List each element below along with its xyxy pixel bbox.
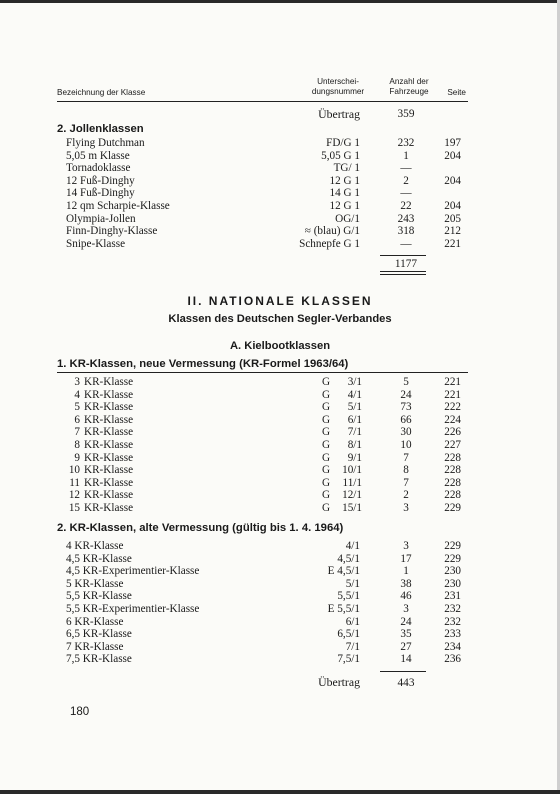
page-ref: 233 <box>444 628 461 641</box>
table-row <box>0 175 560 188</box>
table-row <box>0 213 560 226</box>
page-ref: 224 <box>444 413 461 426</box>
page-ref: 232 <box>444 603 461 615</box>
class-number-prefix: G <box>322 388 331 401</box>
vessel-count: 2 <box>403 489 409 502</box>
vessel-count: 30 <box>400 426 412 439</box>
vessel-count: 1 <box>403 149 409 162</box>
class-name: 6 KR-Klasse <box>66 615 124 628</box>
page-ref: 204 <box>444 149 461 162</box>
class-number: 15/1 <box>342 502 362 514</box>
vessel-count: 5 <box>403 376 409 388</box>
jollen-total: 1177 <box>394 258 418 270</box>
vessel-count: 232 <box>397 137 415 149</box>
class-name: 5,5 KR-Experimentier-Klasse <box>66 603 200 615</box>
class-size: 8 <box>74 439 80 451</box>
class-number: 5,5/1 <box>337 590 360 603</box>
vessel-count: 318 <box>397 225 415 238</box>
vessel-count: 17 <box>400 552 412 565</box>
class-number: 6/1 <box>345 615 360 628</box>
header-rule <box>57 101 468 102</box>
class-number: 5/1 <box>345 577 360 590</box>
class-name: 7,5 KR-Klasse <box>66 653 132 666</box>
class-size: 11 <box>69 476 80 489</box>
vessel-count: 7 <box>403 476 409 489</box>
class-number-prefix: G <box>322 376 331 388</box>
page-bottom-edge <box>0 790 560 794</box>
class-number-prefix: G <box>322 451 331 464</box>
class-number: 4,5/1 <box>337 552 360 565</box>
class-number: 6/1 <box>347 413 362 426</box>
class-name: 4,5 KR-Klasse <box>66 552 132 565</box>
national-heading: II. NATIONALE KLASSEN <box>187 294 373 308</box>
table-row <box>0 628 560 641</box>
class-number: Schnepfe G 1 <box>299 237 360 250</box>
kielboot-heading: A. Kielbootklassen <box>229 340 331 352</box>
class-name: 5 KR-Klasse <box>66 577 124 590</box>
class-number: 5,05 G 1 <box>321 149 360 162</box>
class-number-prefix: G <box>322 476 331 489</box>
class-number: 12 G 1 <box>329 174 360 187</box>
class-number: 7/1 <box>345 640 360 653</box>
national-subheading: Klassen des Deutschen Segler-Verbandes <box>168 313 392 325</box>
page-ref: 230 <box>444 565 461 578</box>
class-size: 6 <box>74 413 80 426</box>
class-name: KR-Klasse <box>84 376 134 388</box>
class-name: 6,5 KR-Klasse <box>66 628 132 641</box>
column-header-number-line1: Unterschei- <box>317 77 359 86</box>
table-row <box>0 401 560 414</box>
page-ref: 229 <box>444 540 461 552</box>
vessel-count: 1 <box>403 565 409 578</box>
table-row <box>0 426 560 439</box>
section-title-kr-alt: 2. KR-Klassen, alte Vermessung (gültig bis 1. 4. 1964) <box>57 522 344 534</box>
class-number: 12/1 <box>342 489 362 502</box>
page-ref: 230 <box>444 577 461 590</box>
table-row <box>0 603 560 616</box>
table-row <box>0 200 560 213</box>
class-name: KR-Klasse <box>84 502 134 514</box>
kr-neu-title-rule <box>57 372 468 373</box>
page-ref: 228 <box>444 451 461 464</box>
class-name: 12 qm Scharpie-Klasse <box>66 200 170 212</box>
carry-in-value: 359 <box>397 108 415 120</box>
column-header-page: Seite <box>447 88 466 97</box>
table-row <box>0 616 560 629</box>
carry-out-value: 443 <box>397 677 415 689</box>
table-row <box>0 376 560 389</box>
table-row <box>0 452 560 465</box>
class-name: Snipe-Klasse <box>66 237 126 250</box>
table-row <box>0 225 560 238</box>
vessel-count: — <box>400 187 412 200</box>
table-row <box>0 489 560 502</box>
class-number-prefix: G <box>322 401 331 414</box>
class-number: 8/1 <box>347 439 362 451</box>
class-number-prefix: G <box>322 426 331 439</box>
class-name: Flying Dutchman <box>66 137 145 149</box>
section-title-jollen: 2. Jollenklassen <box>57 123 144 135</box>
table-row <box>0 414 560 427</box>
class-size: 15 <box>68 502 80 514</box>
vessel-count: 7 <box>403 451 409 464</box>
vessel-count: 2 <box>403 174 409 187</box>
column-header-number-line2: dungsnummer <box>311 87 365 96</box>
page-number: 180 <box>70 706 90 718</box>
class-number: OG/1 <box>335 212 360 225</box>
class-size: 9 <box>74 451 80 464</box>
vessel-count: 3 <box>403 540 409 552</box>
page-ref: 204 <box>444 200 461 212</box>
section-title-kr-neu: 1. KR-Klassen, neue Vermessung (KR-Formel 1963/64) <box>57 358 349 370</box>
class-name: KR-Klasse <box>84 489 134 502</box>
class-number-prefix: G <box>322 439 331 451</box>
class-number: 11/1 <box>342 476 362 489</box>
column-header-count <box>382 77 436 97</box>
vessel-count: 14 <box>400 653 412 666</box>
class-name: Finn-Dinghy-Klasse <box>66 225 158 238</box>
page-ref: 234 <box>444 640 461 653</box>
class-number: TG/ 1 <box>333 162 360 175</box>
vessel-count: 73 <box>400 401 412 414</box>
vessel-count: 46 <box>400 590 412 603</box>
page-ref: 221 <box>444 237 461 250</box>
vessel-count: 22 <box>400 200 412 212</box>
vessel-count: 243 <box>397 212 415 225</box>
class-size: 12 <box>68 489 80 502</box>
page-ref: 229 <box>444 502 461 514</box>
class-number: 7,5/1 <box>337 653 360 666</box>
page-ref: 236 <box>444 653 461 666</box>
page-ref: 227 <box>444 439 461 451</box>
class-name: KR-Klasse <box>84 413 134 426</box>
class-number-prefix: G <box>322 464 331 477</box>
class-number: FD/G 1 <box>326 137 360 149</box>
page-ref: 232 <box>444 615 461 628</box>
class-number: E 5,5/1 <box>327 603 360 615</box>
class-size: 7 <box>74 426 80 439</box>
class-number: 4/1 <box>345 540 360 552</box>
jollen-total-rule-2 <box>380 274 426 275</box>
page-ref: 228 <box>444 489 461 502</box>
class-name: 5,5 KR-Klasse <box>66 590 132 603</box>
class-name: KR-Klasse <box>84 451 134 464</box>
page-ref: 228 <box>444 476 461 489</box>
class-size: 4 <box>74 388 80 401</box>
class-number: ≈ (blau) G/1 <box>304 225 360 238</box>
class-name: 4,5 KR-Experimentier-Klasse <box>66 565 200 578</box>
table-row <box>0 565 560 578</box>
class-name: 12 Fuß-Dinghy <box>66 174 135 187</box>
page-ref: 221 <box>444 388 461 401</box>
carry-out-label: Übertrag <box>318 675 360 689</box>
table-row <box>0 464 560 477</box>
page-ref: 231 <box>444 590 461 603</box>
vessel-count: 66 <box>400 413 412 426</box>
table-row <box>0 641 560 654</box>
table-row <box>0 137 560 150</box>
vessel-count: 3 <box>403 603 409 615</box>
class-number: 9/1 <box>347 451 362 464</box>
vessel-count: 10 <box>400 439 412 451</box>
class-name: 5,05 m Klasse <box>66 149 130 162</box>
vessel-count: 27 <box>400 640 412 653</box>
vessel-count: — <box>400 162 412 175</box>
class-name: KR-Klasse <box>84 476 134 489</box>
class-name: 7 KR-Klasse <box>66 640 124 653</box>
page-ref: 212 <box>444 225 461 238</box>
table-row <box>0 162 560 175</box>
class-number: 10/1 <box>342 464 362 477</box>
class-number-prefix: G <box>322 489 331 502</box>
class-size: 3 <box>74 376 80 388</box>
vessel-count: 35 <box>400 628 412 641</box>
page-ref: 205 <box>444 212 461 225</box>
class-name: 4 KR-Klasse <box>66 540 124 552</box>
class-number: 5/1 <box>347 401 362 414</box>
class-name: Olympia-Jollen <box>66 212 136 225</box>
class-name: 14 Fuß-Dinghy <box>66 187 135 200</box>
vessel-count: 24 <box>400 388 412 401</box>
column-header-count-line2: Fahrzeuge <box>389 87 429 96</box>
class-number: E 4,5/1 <box>327 565 360 578</box>
table-row <box>0 502 560 515</box>
table-row <box>0 540 560 553</box>
table-row <box>0 439 560 452</box>
vessel-count: 8 <box>403 464 409 477</box>
class-number: 14 G 1 <box>329 187 360 200</box>
class-number-prefix: G <box>322 413 331 426</box>
carry-in-label: Übertrag <box>318 107 360 121</box>
column-header-class: Bezeichnung der Klasse <box>57 88 146 97</box>
class-number: 7/1 <box>347 426 362 439</box>
page-ref: 226 <box>444 426 461 439</box>
table-row <box>0 238 560 251</box>
jollen-total-rule-top <box>380 255 426 256</box>
class-name: Tornadoklasse <box>66 162 131 175</box>
class-number: 3/1 <box>347 376 362 388</box>
class-size: 10 <box>68 464 80 477</box>
class-name: KR-Klasse <box>84 388 134 401</box>
class-number-prefix: G <box>322 502 331 514</box>
class-number: 4/1 <box>347 388 362 401</box>
table-row <box>0 477 560 490</box>
table-row <box>0 389 560 402</box>
table-row <box>0 590 560 603</box>
class-number: 12 G 1 <box>329 200 360 212</box>
class-size: 5 <box>74 401 80 414</box>
column-header-count-line1: Anzahl der <box>389 77 429 86</box>
table-row <box>0 187 560 200</box>
vessel-count: — <box>400 237 412 250</box>
page-ref: 197 <box>444 137 461 149</box>
table-row <box>0 150 560 163</box>
vessel-count: 24 <box>400 615 412 628</box>
class-name: KR-Klasse <box>84 426 134 439</box>
page-ref: 222 <box>444 401 461 414</box>
class-name: KR-Klasse <box>84 464 134 477</box>
vessel-count: 38 <box>400 577 412 590</box>
page-ref: 228 <box>444 464 461 477</box>
class-number: 6,5/1 <box>337 628 360 641</box>
page-ref: 204 <box>444 174 461 187</box>
class-name: KR-Klasse <box>84 401 134 414</box>
table-row <box>0 553 560 566</box>
vessel-count: 3 <box>403 502 409 514</box>
page-ref: 221 <box>444 376 461 388</box>
page-top-edge <box>0 0 560 3</box>
page-ref: 229 <box>444 552 461 565</box>
class-name: KR-Klasse <box>84 439 134 451</box>
jollen-total-rule-1 <box>380 271 426 272</box>
table-row <box>0 653 560 666</box>
column-header-number <box>300 77 376 97</box>
carry-out-rule <box>380 671 426 672</box>
table-row <box>0 578 560 591</box>
